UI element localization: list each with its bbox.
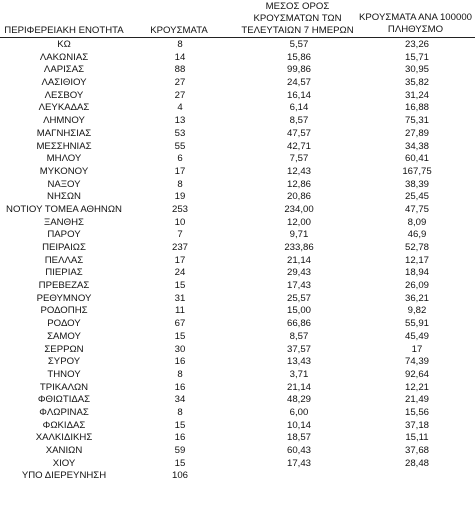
table-row bbox=[0, 293, 475, 306]
cell-region: ΝΟΤΙΟΥ ΤΟΜΕΑ ΑΘΗΝΩΝ bbox=[6, 203, 122, 215]
cell-avg-7-days: 12,43 bbox=[286, 165, 311, 177]
cell-per-100k: 15,71 bbox=[404, 51, 429, 63]
header-per-100k-line-2: ΠΛΗΘΥΣΜΟ bbox=[387, 23, 444, 35]
cell-avg-7-days: 60,43 bbox=[286, 445, 311, 456]
cell-region: ΜΕΣΣΗΝΙΑΣ bbox=[36, 140, 92, 152]
table-row bbox=[0, 280, 475, 293]
cell-per-100k: 46,9 bbox=[407, 229, 427, 241]
cell-per-100k: 47,75 bbox=[404, 203, 429, 215]
cell-avg-7-days: 25,57 bbox=[286, 292, 311, 304]
cell-region: ΧΙΟΥ bbox=[52, 457, 76, 469]
table-row bbox=[0, 179, 475, 192]
cell-region: ΠΙΕΡΙΑΣ bbox=[45, 267, 83, 279]
cell-region: ΡΟΔΟΠΗΣ bbox=[40, 305, 88, 317]
table-row bbox=[0, 128, 475, 141]
cell-cases: 4 bbox=[177, 102, 183, 114]
table-row bbox=[0, 445, 475, 458]
cell-cases: 253 bbox=[171, 203, 188, 215]
table-row bbox=[0, 39, 475, 52]
cell-per-100k: 34,38 bbox=[404, 140, 429, 152]
cell-per-100k: 60,41 bbox=[404, 153, 429, 165]
table-row bbox=[0, 356, 475, 369]
cell-per-100k: 38,39 bbox=[404, 178, 429, 190]
table-row bbox=[0, 64, 475, 77]
table-row bbox=[0, 470, 475, 483]
table-row bbox=[0, 420, 475, 433]
table-row bbox=[0, 141, 475, 154]
cell-cases: 34 bbox=[174, 394, 186, 406]
cell-avg-7-days: 21,14 bbox=[286, 254, 311, 266]
cell-per-100k: 37,68 bbox=[404, 445, 429, 456]
cell-region: ΧΑΝΙΩΝ bbox=[45, 445, 83, 456]
cell-per-100k: 45,49 bbox=[404, 330, 429, 342]
cell-per-100k: 23,26 bbox=[404, 39, 429, 50]
cell-region: ΜΗΛΟΥ bbox=[46, 153, 82, 165]
cell-avg-7-days: 6,00 bbox=[289, 406, 309, 418]
header-per-100k-line-1: ΚΡΟΥΣΜΑΤΑ ΑΝΑ 100000 bbox=[359, 12, 472, 23]
table-row bbox=[0, 305, 475, 318]
cell-region: ΦΘΙΩΤΙΔΑΣ bbox=[37, 394, 91, 406]
cell-per-100k: 9,82 bbox=[407, 305, 427, 317]
cell-cases: 27 bbox=[174, 77, 186, 89]
cell-per-100k: 167,75 bbox=[402, 165, 432, 177]
cell-avg-7-days: 47,57 bbox=[286, 127, 311, 139]
table-row bbox=[0, 267, 475, 280]
cell-region: ΠΡΕΒΕΖΑΣ bbox=[38, 280, 90, 292]
table-row bbox=[0, 369, 475, 382]
table-row bbox=[0, 331, 475, 344]
cell-cases: 19 bbox=[174, 191, 186, 203]
cell-per-100k: 28,48 bbox=[404, 457, 429, 469]
cell-avg-7-days: 13,43 bbox=[286, 356, 311, 368]
cell-avg-7-days: 8,57 bbox=[289, 115, 309, 127]
cell-avg-7-days: 37,57 bbox=[286, 343, 311, 355]
cell-avg-7-days: 12,00 bbox=[286, 216, 311, 228]
header-avg-line-1: ΜΕΣΟΣ ΟΡΟΣ bbox=[265, 1, 330, 12]
table-row bbox=[0, 153, 475, 166]
cell-per-100k: 26,09 bbox=[404, 280, 429, 292]
cell-per-100k: 52,78 bbox=[404, 242, 429, 253]
cell-cases: 15 bbox=[174, 457, 186, 469]
table-row bbox=[0, 52, 475, 65]
cell-avg-7-days: 12,86 bbox=[286, 178, 311, 190]
table-row bbox=[0, 394, 475, 407]
table-row bbox=[0, 255, 475, 268]
cell-avg-7-days: 99,86 bbox=[286, 64, 311, 76]
cell-avg-7-days: 21,14 bbox=[286, 381, 311, 393]
cell-cases: 8 bbox=[177, 406, 183, 418]
cell-avg-7-days: 3,71 bbox=[289, 368, 309, 380]
cell-region: ΠΑΡΟΥ bbox=[47, 229, 81, 241]
header-cases: ΚΡΟΥΣΜΑΤΑ bbox=[150, 25, 208, 36]
cell-cases: 8 bbox=[177, 178, 183, 190]
header-region: ΠΕΡΙΦΕΡΕΙΑΚΗ ΕΝΟΤΗΤΑ bbox=[4, 25, 124, 36]
cell-cases: 67 bbox=[174, 318, 186, 330]
cell-per-100k: 37,18 bbox=[404, 419, 429, 431]
cell-avg-7-days: 234,00 bbox=[284, 203, 314, 215]
cell-cases: 53 bbox=[174, 127, 186, 139]
table-row bbox=[0, 407, 475, 420]
cell-cases: 24 bbox=[174, 267, 186, 279]
cell-avg-7-days: 18,57 bbox=[286, 432, 311, 444]
cell-avg-7-days: 15,00 bbox=[286, 305, 311, 317]
header-avg-line-2: ΚΡΟΥΣΜΑΤΩΝ ΤΩΝ bbox=[253, 12, 342, 24]
cell-region: ΤΗΝΟΥ bbox=[47, 368, 81, 380]
cell-cases: 17 bbox=[174, 254, 186, 266]
table-row bbox=[0, 217, 475, 230]
cell-avg-7-days: 66,86 bbox=[286, 318, 311, 330]
cell-cases: 31 bbox=[174, 292, 186, 304]
cell-cases: 17 bbox=[174, 165, 186, 177]
cell-cases: 13 bbox=[174, 115, 186, 127]
cell-region: ΡΕΘΥΜΝΟΥ bbox=[36, 292, 92, 304]
cell-cases: 6 bbox=[177, 153, 183, 165]
cell-per-100k: 35,82 bbox=[404, 77, 429, 89]
cell-region: ΚΩ bbox=[57, 39, 71, 50]
cell-cases: 11 bbox=[175, 305, 185, 317]
cell-region: ΛΗΜΝΟΥ bbox=[43, 115, 85, 127]
table-row bbox=[0, 382, 475, 395]
cell-per-100k: 25,45 bbox=[404, 191, 429, 203]
table-row bbox=[0, 242, 475, 255]
cell-avg-7-days: 8,57 bbox=[289, 330, 309, 342]
cell-cases: 7 bbox=[177, 229, 183, 241]
header-per-100k bbox=[356, 12, 475, 36]
table-row bbox=[0, 191, 475, 204]
cell-avg-7-days: 16,14 bbox=[286, 89, 311, 101]
cell-region: ΛΑΡΙΣΑΣ bbox=[43, 64, 85, 76]
cell-region: ΠΕΙΡΑΙΩΣ bbox=[42, 242, 86, 253]
cell-region: ΤΡΙΚΑΛΩΝ bbox=[39, 381, 89, 393]
header-avg-line-3: ΤΕΛΕΥΤΑΙΩΝ 7 ΗΜΕΡΩΝ bbox=[241, 24, 354, 36]
cell-avg-7-days: 233,86 bbox=[284, 242, 314, 253]
cell-region: ΣΕΡΡΩΝ bbox=[44, 343, 84, 355]
cell-region: ΛΑΚΩΝΙΑΣ bbox=[39, 51, 89, 63]
cell-region: ΛΕΣΒΟΥ bbox=[44, 89, 84, 101]
cell-avg-7-days: 15,86 bbox=[286, 51, 311, 63]
cell-cases: 30 bbox=[174, 343, 186, 355]
cell-cases: 59 bbox=[174, 445, 186, 456]
table-row bbox=[0, 115, 475, 128]
cell-avg-7-days: 17,43 bbox=[286, 280, 311, 292]
cell-avg-7-days: 42,71 bbox=[286, 140, 311, 152]
cell-region: ΝΗΣΩΝ bbox=[47, 191, 81, 203]
table-row bbox=[0, 229, 475, 242]
cell-region: ΛΑΣΙΘΙΟΥ bbox=[41, 77, 87, 89]
table-row bbox=[0, 77, 475, 90]
cell-cases: 88 bbox=[174, 64, 186, 76]
cell-per-100k: 36,21 bbox=[404, 292, 429, 304]
cell-cases: 8 bbox=[177, 368, 183, 380]
cell-region: ΞΑΝΘΗΣ bbox=[44, 216, 84, 228]
cell-per-100k: 15,56 bbox=[404, 406, 429, 418]
cell-avg-7-days: 48,29 bbox=[286, 394, 311, 406]
cell-avg-7-days: 17,43 bbox=[286, 457, 311, 469]
cell-avg-7-days: 10,14 bbox=[286, 419, 311, 431]
cell-region: ΣΥΡΟΥ bbox=[47, 356, 81, 368]
cell-cases: 15 bbox=[174, 419, 186, 431]
cell-cases: 27 bbox=[174, 89, 186, 101]
cell-cases: 55 bbox=[174, 140, 186, 152]
cell-cases: 16 bbox=[174, 356, 186, 368]
table-body bbox=[0, 39, 475, 483]
cell-per-100k: 92,64 bbox=[404, 368, 429, 380]
cell-per-100k: 12,21 bbox=[404, 381, 429, 393]
cell-avg-7-days: 6,14 bbox=[289, 102, 309, 114]
cell-avg-7-days: 7,57 bbox=[289, 153, 309, 165]
cell-region: ΥΠΟ ΔΙΕΡΕΥΝΗΣΗ bbox=[21, 470, 107, 482]
cell-per-100k: 55,91 bbox=[404, 318, 429, 330]
table-row bbox=[0, 102, 475, 115]
cell-per-100k: 8,09 bbox=[407, 216, 427, 228]
cell-cases: 15 bbox=[174, 330, 186, 342]
cell-region: ΠΕΛΛΑΣ bbox=[44, 254, 84, 266]
table-row bbox=[0, 166, 475, 179]
cell-per-100k: 27,89 bbox=[404, 127, 429, 139]
table-row bbox=[0, 204, 475, 217]
cell-cases: 106 bbox=[171, 470, 188, 482]
cell-cases: 16 bbox=[174, 432, 186, 444]
cell-region: ΜΑΓΝΗΣΙΑΣ bbox=[36, 127, 92, 139]
cell-region: ΧΑΛΚΙΔΙΚΗΣ bbox=[35, 432, 93, 444]
cell-region: ΜΥΚΟΝΟΥ bbox=[39, 165, 89, 177]
table-row bbox=[0, 432, 475, 445]
cell-per-100k: 18,94 bbox=[404, 267, 429, 279]
cell-avg-7-days: 20,86 bbox=[286, 191, 311, 203]
table-row bbox=[0, 344, 475, 357]
cell-cases: 10 bbox=[174, 216, 186, 228]
cell-region: ΣΑΜΟΥ bbox=[47, 330, 81, 342]
cell-region: ΦΛΩΡΙΝΑΣ bbox=[39, 406, 89, 418]
cell-region: ΦΩΚΙΔΑΣ bbox=[42, 419, 86, 431]
table-header bbox=[0, 0, 475, 38]
table-row bbox=[0, 318, 475, 331]
cell-per-100k: 21,49 bbox=[404, 394, 429, 406]
cell-region: ΡΟΔΟΥ bbox=[47, 318, 81, 330]
cell-avg-7-days: 9,71 bbox=[289, 229, 309, 241]
cell-cases: 14 bbox=[174, 51, 186, 63]
cell-per-100k: 74,39 bbox=[404, 356, 429, 368]
cell-per-100k: 12,17 bbox=[404, 254, 429, 266]
cell-per-100k: 75,31 bbox=[404, 115, 429, 127]
cell-cases: 237 bbox=[171, 242, 188, 253]
table-row bbox=[0, 458, 475, 471]
cell-cases: 15 bbox=[174, 280, 186, 292]
cell-per-100k: 30,95 bbox=[404, 64, 429, 76]
cell-region: ΝΑΞΟΥ bbox=[47, 178, 81, 190]
cell-per-100k: 16,88 bbox=[404, 102, 429, 114]
cell-avg-7-days: 5,57 bbox=[289, 39, 309, 50]
cell-per-100k: 15,11 bbox=[405, 432, 429, 444]
header-avg-7-days bbox=[240, 1, 355, 36]
table-row bbox=[0, 90, 475, 103]
cell-avg-7-days: 24,57 bbox=[286, 77, 311, 89]
cell-cases: 16 bbox=[174, 381, 186, 393]
cell-per-100k: 17 bbox=[411, 343, 423, 355]
cell-avg-7-days: 29,43 bbox=[286, 267, 311, 279]
cell-per-100k: 31,24 bbox=[404, 89, 429, 101]
cell-region: ΛΕΥΚΑΔΑΣ bbox=[38, 102, 90, 114]
cell-cases: 8 bbox=[177, 39, 183, 50]
